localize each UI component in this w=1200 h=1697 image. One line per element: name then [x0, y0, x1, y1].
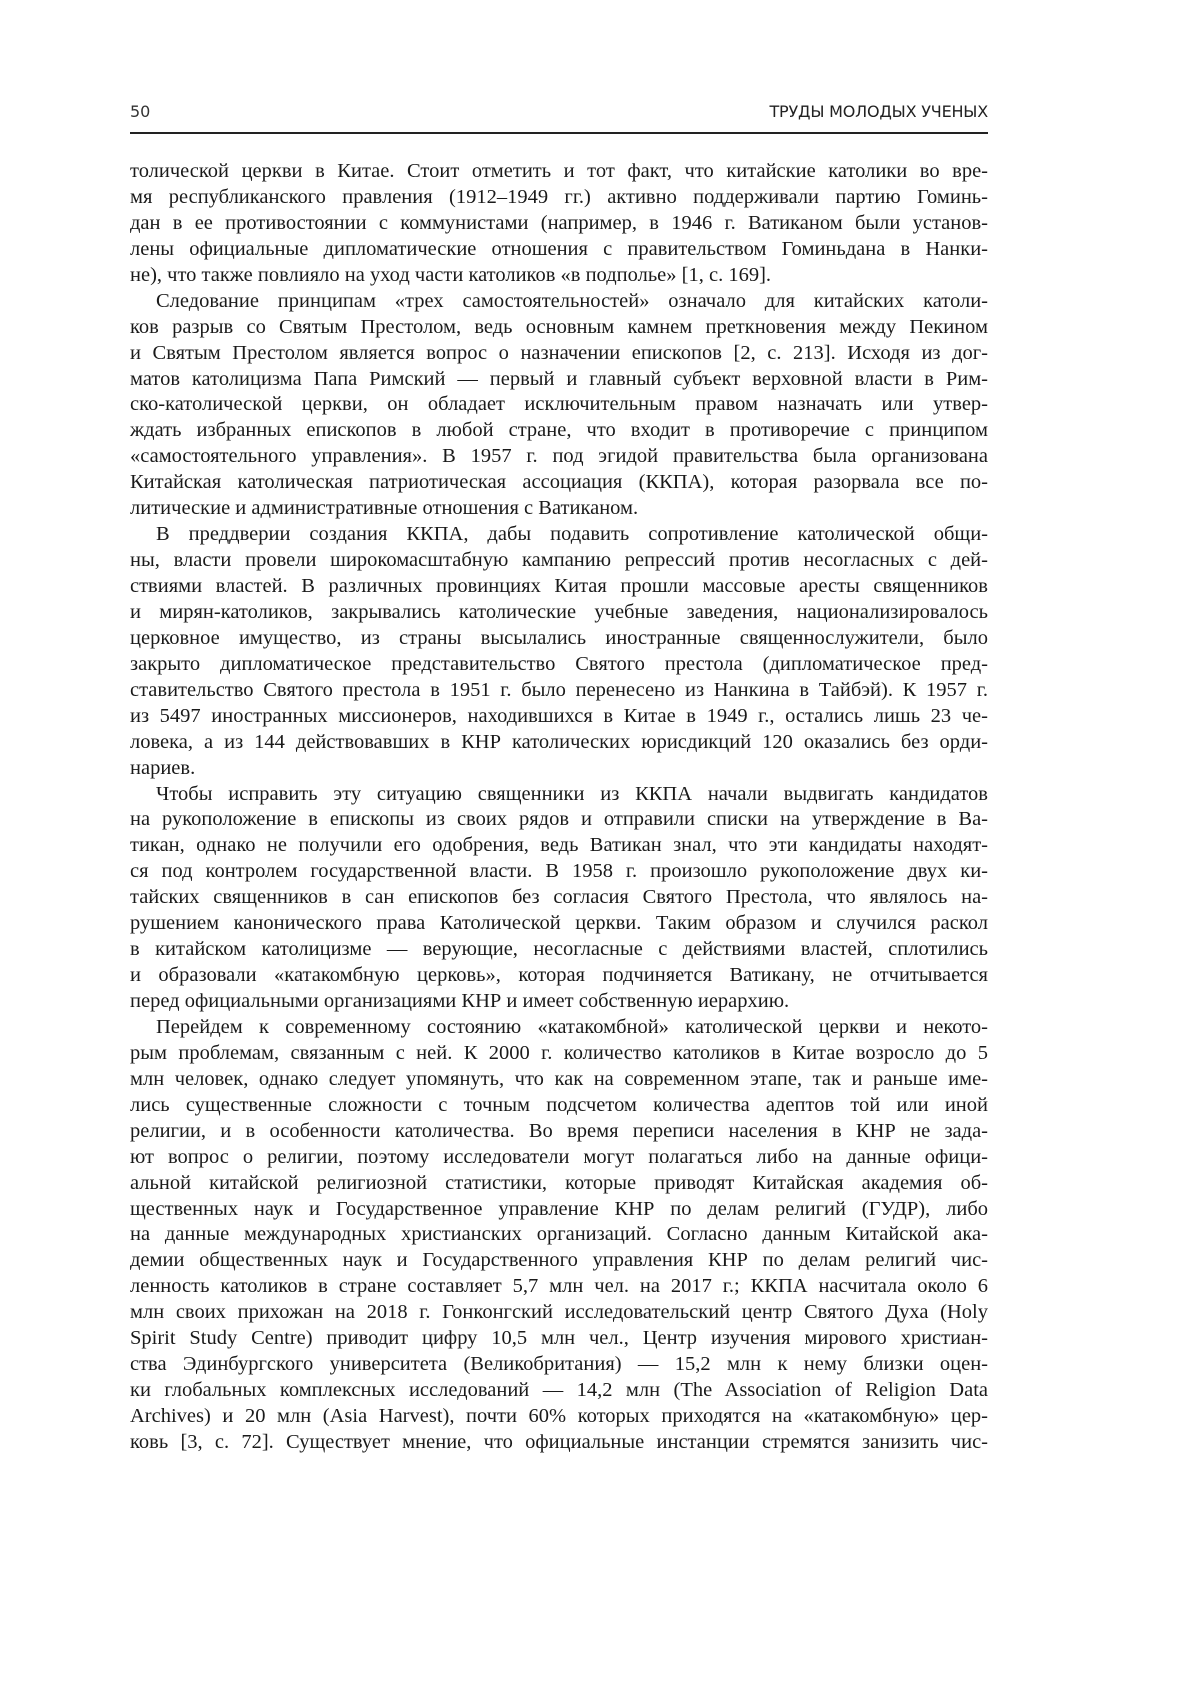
text-line: ленность католиков в стране составляет 5,7 млн чел. на 2017 г.; ККПА насчитала около 6 — [130, 1274, 988, 1300]
text-line: матов католицизма Папа Римский — первый и главный субъект верховной власти в Рим- — [130, 367, 988, 393]
text-line: лены официальные дипломатические отношения с правительством Гоминьдана в Нанки- — [130, 237, 988, 263]
text-line: религии, и в особенности католичества. Во время переписи населения в КНР не зада- — [130, 1119, 988, 1145]
text-line: ки глобальных комплексных исследований — 14,2 млн (The Association of Religion Data — [130, 1378, 988, 1404]
text-line: перед официальными организациями КНР и имеет собственную иерархию. — [130, 989, 988, 1015]
text-line: и Святым Престолом является вопрос о назначении епископов [2, с. 213]. Исходя из дог- — [130, 341, 988, 367]
text-line: ковь [3, с. 72]. Существует мнение, что официальные инстанции стремятся занизить чис- — [130, 1430, 988, 1456]
paragraph — [130, 782, 988, 1015]
text-line: Перейдем к современному состоянию «катакомбной» католической церкви и некото- — [130, 1015, 988, 1041]
text-line: Китайская католическая патриотическая ассоциация (ККПА), которая разорвала все по- — [130, 470, 988, 496]
running-header — [130, 100, 988, 134]
paragraph — [130, 159, 988, 289]
text-line: и мирян-католиков, закрывались католические учебные заведения, национализировалось — [130, 600, 988, 626]
text-line: Archives) и 20 млн (Asia Harvest), почти 60% которых приходятся на «катакомбную» цер- — [130, 1404, 988, 1430]
text-line: Spirit Study Centre) приводит цифру 10,5 млн чел., Центр изучения мирового христиан- — [130, 1326, 988, 1352]
body-text — [130, 159, 988, 1456]
text-line: из 5497 иностранных миссионеров, находившихся в Китае в 1949 г., остались лишь 23 че- — [130, 704, 988, 730]
text-line: ставительство Святого престола в 1951 г. было перенесено из Нанкина в Тайбэй). К 1957 г. — [130, 678, 988, 704]
text-line: млн человек, однако следует упомянуть, что как на современном этапе, так и раньше име- — [130, 1067, 988, 1093]
text-line: не), что также повлияло на уход части католиков «в подполье» [1, с. 169]. — [130, 263, 988, 289]
paragraph — [130, 522, 988, 781]
paragraph — [130, 1015, 988, 1456]
text-line: ков разрыв со Святым Престолом, ведь основным камнем преткновения между Пекином — [130, 315, 988, 341]
text-line: ствиями властей. В различных провинциях Китая прошли массовые аресты священников — [130, 574, 988, 600]
running-title: ТРУДЫ МОЛОДЫХ УЧЕНЫХ — [769, 102, 988, 121]
text-line: рым проблемам, связанным с ней. К 2000 г. количество католиков в Китае возросло до 5 — [130, 1041, 988, 1067]
text-line: В преддверии создания ККПА, дабы подавить сопротивление католической общи- — [130, 522, 988, 548]
page-number: 50 — [130, 102, 150, 121]
text-line: литические и административные отношения с Ватиканом. — [130, 496, 988, 522]
text-line: и образовали «катакомбную церковь», которая подчиняется Ватикану, не отчитывается — [130, 963, 988, 989]
text-line: ся под контролем государственной власти. В 1958 г. произошло рукоположение двух ки- — [130, 859, 988, 885]
text-line: «самостоятельного управления». В 1957 г. под эгидой правительства была организована — [130, 444, 988, 470]
text-line: лись существенные сложности с точным подсчетом количества адептов той или иной — [130, 1093, 988, 1119]
text-line: тайских священников в сан епископов без согласия Святого Престола, что являлось на- — [130, 885, 988, 911]
text-line: закрыто дипломатическое представительство Святого престола (дипломатическое пред- — [130, 652, 988, 678]
text-line: Следование принципам «трех самостоятельностей» означало для китайских католи- — [130, 289, 988, 315]
text-line: дан в ее противостоянии с коммунистами (например, в 1946 г. Ватиканом были установ- — [130, 211, 988, 237]
text-line: ждать избранных епископов в любой стране, что входит в противоречие с принципом — [130, 418, 988, 444]
text-line: толической церкви в Китае. Стоит отметить и тот факт, что китайские католики во вре- — [130, 159, 988, 185]
text-line: ловека, а из 144 действовавших в КНР католических юрисдикций 120 оказались без орди- — [130, 730, 988, 756]
text-line: рушением канонического права Католической церкви. Таким образом и случился раскол — [130, 911, 988, 937]
text-line: ют вопрос о религии, поэтому исследователи могут полагаться либо на данные офици- — [130, 1145, 988, 1171]
text-line: нариев. — [130, 756, 988, 782]
text-line: мя республиканского правления (1912–1949 гг.) активно поддерживали партию Гоминь- — [130, 185, 988, 211]
text-line: на данные международных христианских организаций. Согласно данным Китайской ака- — [130, 1222, 988, 1248]
text-line: демии общественных наук и Государственного управления КНР по делам религий чис- — [130, 1248, 988, 1274]
text-line: ско-католической церкви, он обладает исключительным правом назначать или утвер- — [130, 392, 988, 418]
text-line: ства Эдинбургского университета (Великобритания) — 15,2 млн к нему близки оцен- — [130, 1352, 988, 1378]
text-line: на рукоположение в епископы из своих рядов и отправили списки на утверждение в Ва- — [130, 807, 988, 833]
text-line: ны, власти провели широкомасштабную кампанию репрессий против несогласных с дей- — [130, 548, 988, 574]
text-line: церковное имущество, из страны высылались иностранные священнослужители, было — [130, 626, 988, 652]
paragraph — [130, 289, 988, 522]
text-line: Чтобы исправить эту ситуацию священники из ККПА начали выдвигать кандидатов — [130, 782, 988, 808]
text-line: альной китайской религиозной статистики, которые приводят Китайская академия об- — [130, 1171, 988, 1197]
text-line: щественных наук и Государственное управление КНР по делам религий (ГУДР), либо — [130, 1197, 988, 1223]
text-line: млн своих прихожан на 2018 г. Гонконгский исследовательский центр Святого Духа (Holy — [130, 1300, 988, 1326]
text-line: в китайском католицизме — верующие, несогласные с действиями властей, сплотились — [130, 937, 988, 963]
text-line: тикан, однако не получили его одобрения, ведь Ватикан знал, что эти кандидаты находят- — [130, 833, 988, 859]
